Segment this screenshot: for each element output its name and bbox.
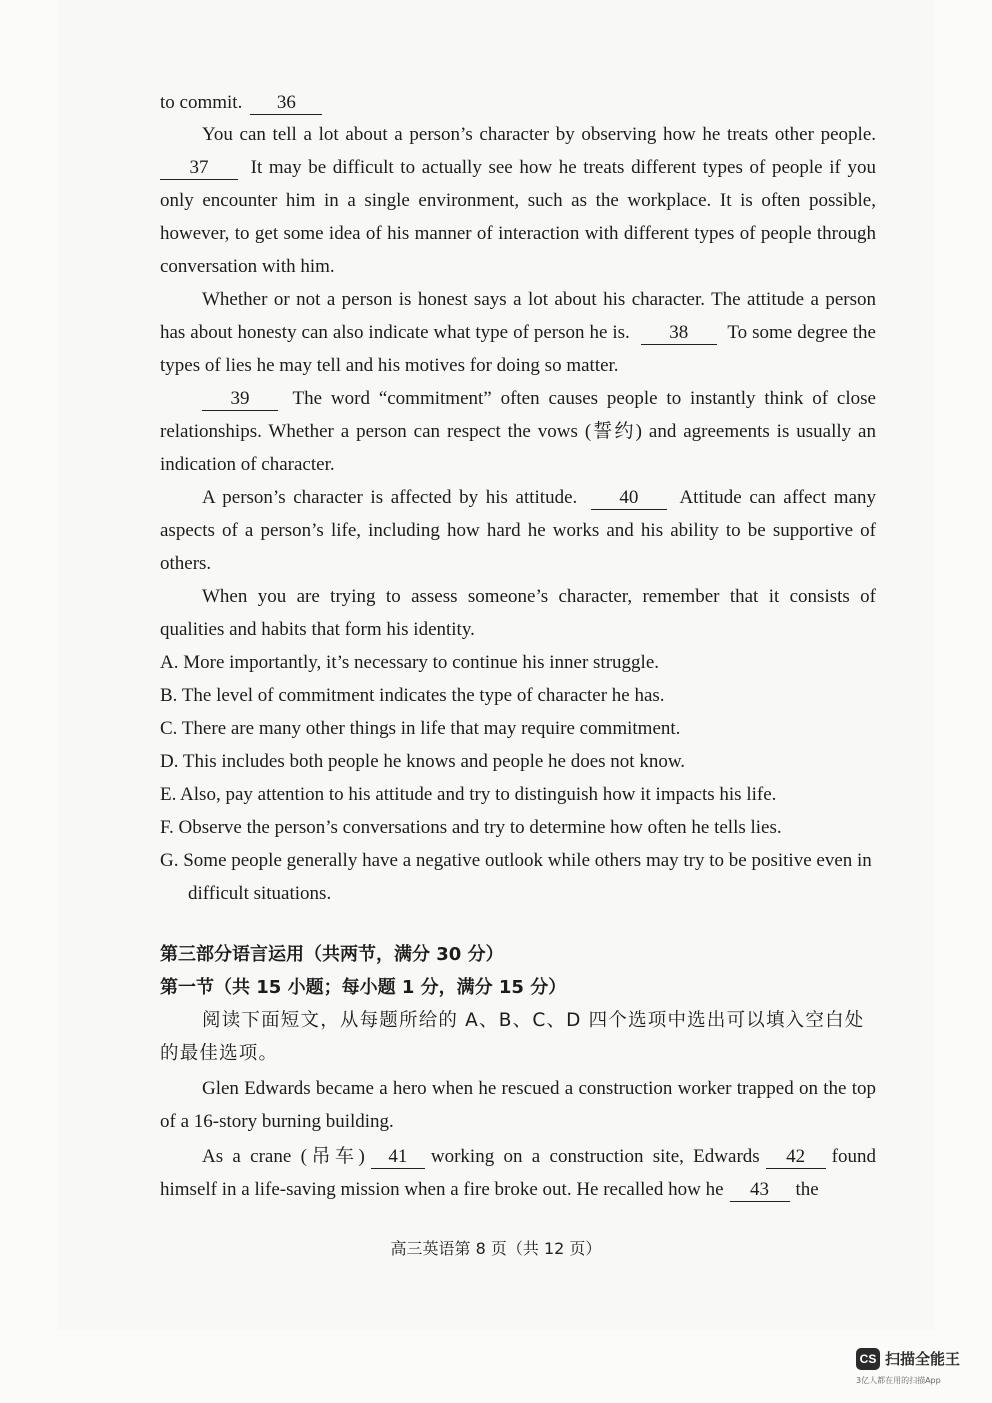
camscanner-logo-icon: CS (856, 1348, 880, 1370)
cloze-2-part-b: working on a construction site, Edwards (430, 1146, 760, 1167)
blank-42: 42 (766, 1146, 826, 1169)
blank-37: 37 (160, 157, 238, 180)
blank-41: 41 (371, 1146, 425, 1169)
cloze-2-part-a: As a crane (吊车) (202, 1146, 365, 1167)
document-body (160, 86, 876, 1206)
option-c: C. There are many other things in life that may require commitment. (160, 718, 681, 739)
section-gap (160, 910, 876, 938)
section-3-instruction: 阅读下面短文，从每题所给的 A、B、C、D 四个选项中选出可以填入空白处的最佳选项。 (160, 1010, 865, 1064)
blank-36: 36 (250, 92, 322, 115)
blank-40: 40 (591, 487, 667, 510)
blank-39: 39 (202, 388, 278, 411)
watermark-subtitle: 3亿人都在用的扫描App (856, 1376, 941, 1385)
cloze-paragraph-2 (160, 1140, 876, 1206)
section-3-subheading: 第一节（共 15 小题；每小题 1 分，满分 15 分） (160, 977, 567, 998)
paragraph-3 (160, 283, 876, 382)
page-footer: 高三英语第 8 页（共 12 页） (390, 1239, 602, 1258)
scanner-watermark (856, 1348, 976, 1392)
paragraph-2 (160, 118, 876, 283)
option-g: G. Some people generally have a negative outlook while others may try to be positive even in difficult situations. (160, 850, 872, 904)
passage-line-first (160, 86, 876, 119)
section-3-heading: 第三部分语言运用（共两节，满分 30 分） (160, 944, 504, 965)
cloze-2-part-d: the (795, 1179, 819, 1200)
paragraph-4-rest: The word “commitment” often causes people to instantly think of close relationships. Whether a person can respect the vows (誓约) and agreements is usually an indication of character. (160, 388, 876, 475)
option-b: B. The level of commitment indicates the type of character he has. (160, 685, 665, 706)
paragraph-5-lead: A person’s character is affected by his attitude. (202, 487, 578, 508)
paragraph-3-lead: Whether or not a person is honest says a lot about his character. The attitude a person has about honesty can also indicate what type of person he is. (160, 289, 876, 343)
paragraph-6: When you are trying to assess someone’s character, remember that it consists of qualities and habits that form his identity. (160, 586, 876, 640)
blank-43: 43 (730, 1179, 790, 1202)
options-list (160, 646, 876, 910)
paragraph-2-rest: It may be difficult to actually see how he treats different types of people if you only encounter him in a single environment, such as the workplace. It is often possible, however, to get some idea of his manner of interaction with different types of people through conversation with him. (160, 157, 876, 277)
option-a: A. More importantly, it’s necessary to continue his inner struggle. (160, 652, 660, 673)
paragraph-2-lead: You can tell a lot about a person’s character by observing how he treats other people. (202, 124, 876, 145)
paragraph-5-rest: Attitude can affect many aspects of a person’s life, including how hard he works and his ability to be supportive of others. (160, 487, 876, 574)
paragraph-4 (160, 382, 876, 481)
option-e: E. Also, pay attention to his attitude and try to distinguish how it impacts his life. (160, 784, 777, 805)
blank-38: 38 (641, 322, 717, 345)
option-f: F. Observe the person’s conversations and try to determine how often he tells lies. (160, 817, 782, 838)
paragraph-3-rest: To some degree the types of lies he may tell and his motives for doing so matter. (160, 322, 876, 376)
cloze-2-part-c: found himself in a life-saving mission when a fire broke out. He recalled how he (160, 1146, 876, 1200)
watermark-app-name: 扫描全能王 (885, 1350, 961, 1368)
paragraph-5 (160, 481, 876, 580)
cloze-paragraph-1: Glen Edwards became a hero when he rescued a construction worker trapped on the top of a 16-story burning building. (160, 1078, 876, 1132)
option-d: D. This includes both people he knows and people he does not know. (160, 751, 686, 772)
text-to-commit: to commit. (160, 92, 243, 113)
